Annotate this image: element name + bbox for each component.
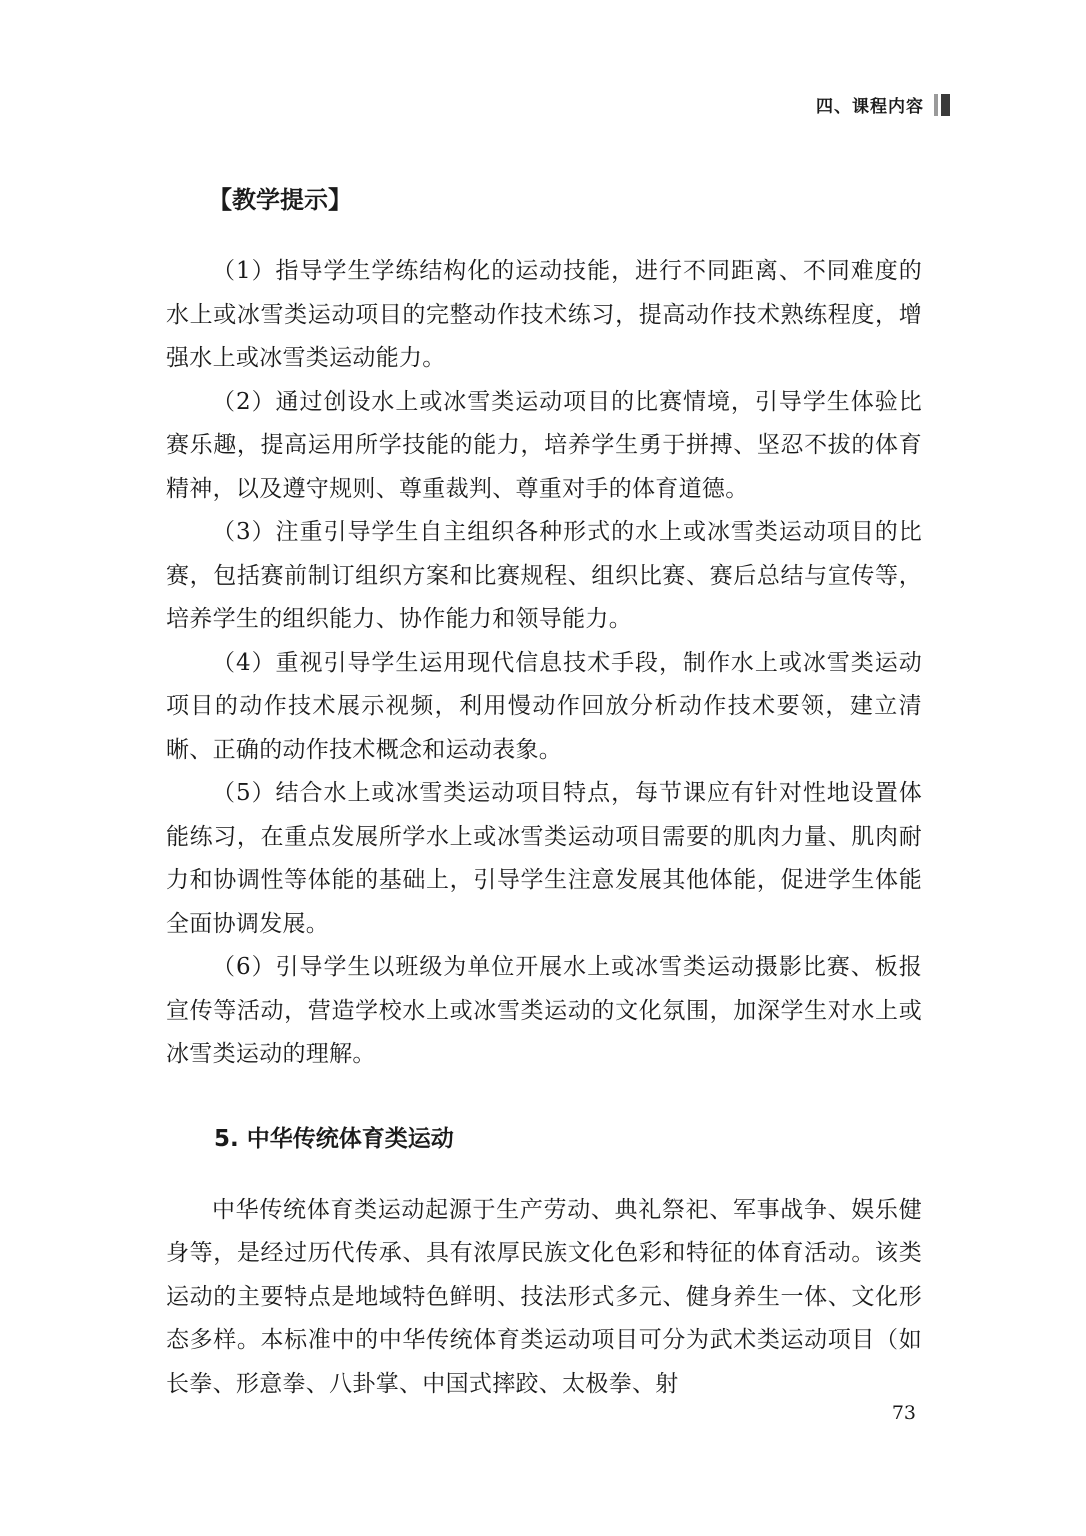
running-header (816, 92, 950, 117)
section-5-body (166, 1189, 922, 1407)
header-bar-thin (934, 94, 938, 116)
teaching-tip-item: （2）通过创设水上或冰雪类运动项目的比赛情境，引导学生体验比赛乐趣，提高运用所学技能的能力，培养学生勇于拼搏、坚忍不拔的体育精神，以及遵守规则、尊重裁判、尊重对手的体育道德。 (166, 388, 922, 502)
teaching-tip-item: （4）重视引导学生运用现代信息技术手段，制作水上或冰雪类运动项目的动作技术展示视频，利用慢动作回放分析动作技术要领，建立清晰、正确的动作技术概念和运动表象。 (166, 649, 922, 763)
teaching-tip-item: （5）结合水上或冰雪类运动项目特点，每节课应有针对性地设置体能练习，在重点发展所学水上或冰雪类运动项目需要的肌肉力量、肌肉耐力和协调性等体能的基础上，引导学生注意发展其他体能，促进学生体能全面协调发展。 (166, 780, 922, 937)
section-5-intro: 中华传统体育类运动起源于生产劳动、典礼祭祀、军事战争、娱乐健身等，是经过历代传承、具有浓厚民族文化色彩和特征的体育活动。该类运动的主要特点是地域特色鲜明、技法形式多元、健身养生一体、文化形态多样。本标准中的中华传统体育类运动项目可分为武术类运动项目（如长拳、形意拳、八卦掌、中国式摔跤、太极拳、射 (166, 1196, 922, 1397)
teaching-tip-item: （6）引导学生以班级为单位开展水上或冰雪类运动摄影比赛、板报宣传等活动，营造学校水上或冰雪类运动的文化氛围，加深学生对水上或冰雪类运动的理解。 (166, 954, 922, 1067)
header-bar-thick (941, 94, 950, 116)
running-header-title: 四、课程内容 (816, 97, 924, 117)
page-body (166, 178, 922, 1406)
teaching-tips-list (166, 250, 922, 1077)
teaching-tips-heading: 【教学提示】 (208, 186, 352, 214)
header-bar-icon (934, 94, 950, 116)
page-number: 73 (891, 1402, 916, 1424)
section-5-heading: 5. 中华传统体育类运动 (214, 1125, 454, 1152)
teaching-tip-item: （3）注重引导学生自主组织各种形式的水上或冰雪类运动项目的比赛，包括赛前制订组织方案和比赛规程、组织比赛、赛后总结与宣传等，培养学生的组织能力、协作能力和领导能力。 (166, 519, 922, 632)
teaching-tip-item: （1）指导学生学练结构化的运动技能，进行不同距离、不同难度的水上或冰雪类运动项目的完整动作技术练习，提高动作技术熟练程度，增强水上或冰雪类运动能力。 (166, 258, 922, 371)
